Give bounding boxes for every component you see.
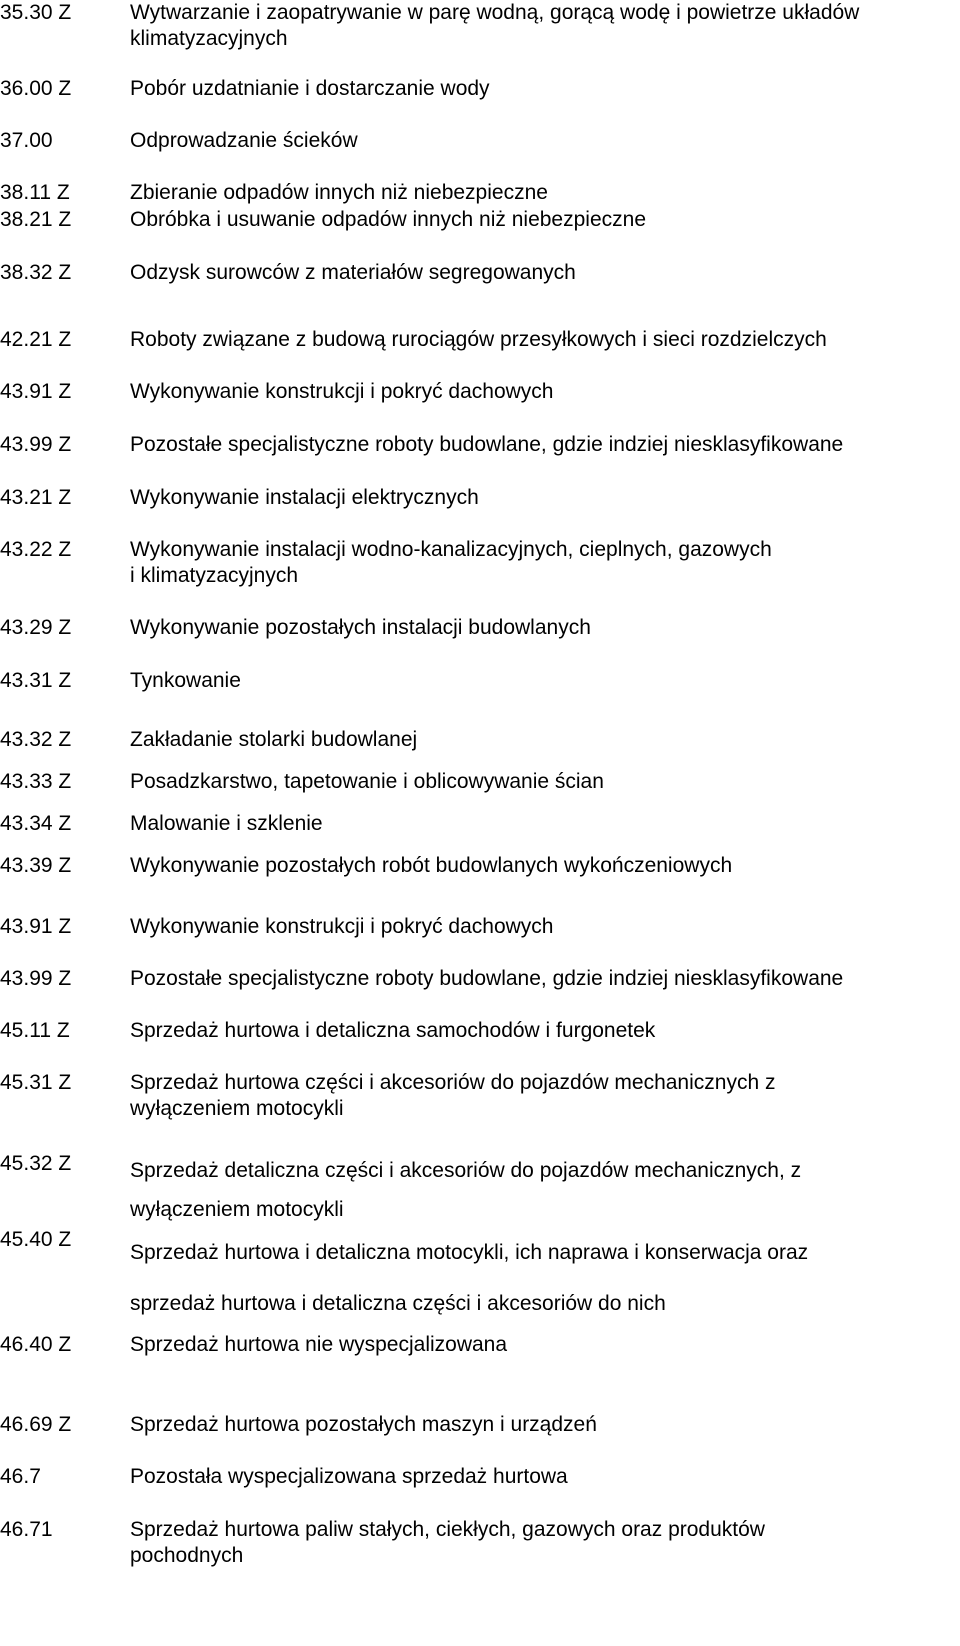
pkd-description-line: Obróbka i usuwanie odpadów innych niż niebezpieczne: [130, 208, 646, 231]
pkd-description-line: Pozostałe specjalistyczne roboty budowlane, gdzie indziej niesklasyfikowane: [130, 433, 844, 456]
pkd-description: [130, 128, 945, 154]
pkd-description: [130, 180, 945, 206]
pkd-description: [130, 327, 945, 353]
pkd-description-line: Sprzedaż hurtowa i detaliczna motocykli, ich naprawa i konserwacja oraz: [130, 1241, 809, 1264]
pkd-description: [130, 1070, 945, 1122]
pkd-description-line: Sprzedaż hurtowa nie wyspecjalizowana: [130, 1333, 508, 1356]
pkd-description-line: Wykonywanie konstrukcji i pokryć dachowych: [130, 380, 554, 403]
pkd-code: 38.21 Z: [0, 208, 72, 231]
pkd-description: [130, 0, 945, 52]
pkd-code: 43.32 Z: [0, 728, 72, 751]
pkd-description-line: Sprzedaż hurtowa części i akcesoriów do pojazdów mechanicznych z: [130, 1071, 776, 1094]
pkd-code: 38.32 Z: [0, 261, 72, 284]
pkd-description: [130, 432, 945, 458]
pkd-description-line: Odzysk surowców z materiałów segregowanych: [130, 261, 576, 284]
pkd-description-line: sprzedaż hurtowa i detaliczna części i akcesoriów do nich: [130, 1292, 666, 1315]
pkd-code: 43.21 Z: [0, 486, 72, 509]
pkd-description: [130, 537, 945, 589]
pkd-code: 43.31 Z: [0, 669, 72, 692]
pkd-description: [130, 966, 945, 992]
pkd-description: [130, 485, 945, 511]
pkd-code: 43.29 Z: [0, 616, 72, 639]
pkd-description-line: pochodnych: [130, 1544, 244, 1567]
pkd-code: 43.33 Z: [0, 770, 72, 793]
pkd-code: 45.31 Z: [0, 1071, 72, 1094]
pkd-description-line: i klimatyzacyjnych: [130, 564, 299, 587]
pkd-description-line: Tynkowanie: [130, 669, 241, 692]
pkd-code: 45.40 Z: [0, 1228, 72, 1251]
pkd-code: 46.69 Z: [0, 1413, 72, 1436]
pkd-description-line: Wykonywanie instalacji wodno-kanalizacyjnych, cieplnych, gazowych: [130, 538, 772, 561]
pkd-code: 45.32 Z: [0, 1152, 72, 1175]
pkd-code: 38.11 Z: [0, 181, 70, 204]
pkd-description: [130, 76, 945, 102]
pkd-description: [130, 727, 945, 753]
pkd-code: 42.21 Z: [0, 328, 72, 351]
pkd-description: [130, 1227, 945, 1329]
pkd-description-line: Wykonywanie pozostałych robót budowlanych wykończeniowych: [130, 854, 733, 877]
pkd-description: [130, 260, 945, 286]
pkd-description-line: Sprzedaż hurtowa paliw stałych, ciekłych, gazowych oraz produktów: [130, 1518, 765, 1541]
pkd-description-line: Sprzedaż hurtowa pozostałych maszyn i urządzeń: [130, 1413, 597, 1436]
pkd-description: [130, 1464, 945, 1490]
pkd-code: 35.30 Z: [0, 1, 72, 24]
pkd-description: [130, 668, 945, 694]
pkd-description: [130, 1332, 945, 1358]
pkd-description-line: Roboty związane z budową rurociągów przesyłkowych i sieci rozdzielczych: [130, 328, 827, 351]
pkd-description-line: Pozostałe specjalistyczne roboty budowlane, gdzie indziej niesklasyfikowane: [130, 967, 844, 990]
pkd-code: 46.71: [0, 1518, 53, 1541]
pkd-description-line: wyłączeniem motocykli: [130, 1198, 344, 1221]
pkd-code: 36.00 Z: [0, 77, 72, 100]
pkd-code: 45.11 Z: [0, 1019, 70, 1042]
pkd-description-line: Wykonywanie instalacji elektrycznych: [130, 486, 479, 509]
pkd-description: [130, 207, 945, 233]
pkd-description-line: wyłączeniem motocykli: [130, 1097, 344, 1120]
pkd-description: [130, 1151, 945, 1229]
pkd-code: 43.91 Z: [0, 380, 72, 403]
pkd-code: 46.40 Z: [0, 1333, 72, 1356]
pkd-description: [130, 1517, 945, 1569]
pkd-description-line: Odprowadzanie ścieków: [130, 129, 358, 152]
pkd-description: [130, 379, 945, 405]
pkd-description: [130, 914, 945, 940]
pkd-code: 43.91 Z: [0, 915, 72, 938]
pkd-description-line: Pozostała wyspecjalizowana sprzedaż hurtowa: [130, 1465, 568, 1488]
pkd-description-line: Pobór uzdatnianie i dostarczanie wody: [130, 77, 490, 100]
pkd-description-line: Sprzedaż detaliczna części i akcesoriów do pojazdów mechanicznych, z: [130, 1159, 802, 1182]
pkd-code: 37.00: [0, 129, 53, 152]
pkd-description-line: Wytwarzanie i zaopatrywanie w parę wodną, gorącą wodę i powietrze układów: [130, 1, 860, 24]
pkd-description: [130, 1412, 945, 1438]
pkd-description: [130, 615, 945, 641]
pkd-description-line: Sprzedaż hurtowa i detaliczna samochodów i furgonetek: [130, 1019, 656, 1042]
pkd-description-line: Zbieranie odpadów innych niż niebezpieczne: [130, 181, 548, 204]
pkd-description-line: Posadzkarstwo, tapetowanie i oblicowywanie ścian: [130, 770, 604, 793]
pkd-code: 46.7: [0, 1465, 41, 1488]
pkd-description-line: Malowanie i szklenie: [130, 812, 323, 835]
pkd-description-line: Zakładanie stolarki budowlanej: [130, 728, 418, 751]
pkd-description-line: klimatyzacyjnych: [130, 27, 288, 50]
pkd-code: 43.22 Z: [0, 538, 72, 561]
pkd-code: 43.99 Z: [0, 967, 72, 990]
pkd-description: [130, 769, 945, 795]
pkd-description: [130, 853, 945, 879]
pkd-code: 43.99 Z: [0, 433, 72, 456]
pkd-code: 43.34 Z: [0, 812, 72, 835]
pkd-code: 43.39 Z: [0, 854, 72, 877]
pkd-description: [130, 811, 945, 837]
pkd-description-line: Wykonywanie konstrukcji i pokryć dachowych: [130, 915, 554, 938]
pkd-description-line: Wykonywanie pozostałych instalacji budowlanych: [130, 616, 591, 639]
pkd-description: [130, 1018, 945, 1044]
